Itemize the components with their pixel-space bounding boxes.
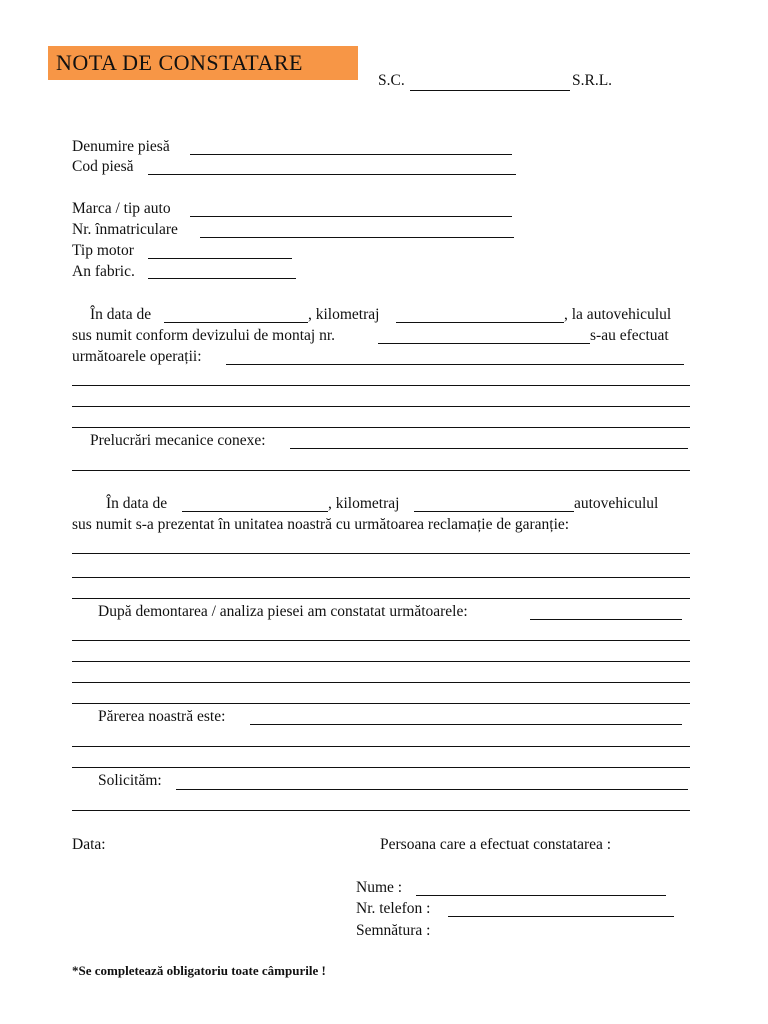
brand-label: Marca / tip auto: [72, 200, 171, 217]
mech-field-2[interactable]: [72, 470, 690, 471]
ops-line3-prefix: următoarele operații:: [72, 348, 202, 365]
engine-field[interactable]: [148, 258, 292, 259]
opinion-label: Părerea noastră este:: [98, 708, 226, 725]
company-suffix: S.R.L.: [572, 72, 613, 89]
brand-field[interactable]: [190, 216, 512, 217]
ops-field-3[interactable]: [72, 406, 690, 407]
opinion-field-2[interactable]: [72, 746, 690, 747]
ops-line2-suffix: s-au efectuat: [590, 327, 669, 344]
warranty-field-1[interactable]: [72, 553, 690, 554]
analysis-label: După demontarea / analiza piesei am constatat următoarele:: [98, 603, 468, 620]
company-name-field[interactable]: [410, 90, 570, 91]
mech-field-1[interactable]: [290, 448, 688, 449]
registration-label: Nr. înmatriculare: [72, 221, 178, 238]
mech-label: Prelucrări mecanice conexe:: [90, 432, 266, 449]
registration-field[interactable]: [200, 237, 514, 238]
date-label: Data:: [72, 836, 106, 853]
ops-line2-prefix: sus numit conform devizului de montaj nr.: [72, 327, 336, 344]
request-label: Solicităm:: [98, 772, 162, 789]
year-field[interactable]: [148, 278, 296, 279]
phone-label: Nr. telefon :: [356, 900, 431, 917]
warranty-km-label: , kilometraj: [328, 495, 400, 512]
document-title: NOTA DE CONSTATARE: [56, 50, 303, 75]
sign-label: Semnătura :: [356, 922, 431, 939]
analysis-field-5[interactable]: [72, 703, 690, 704]
name-label: Nume :: [356, 879, 403, 896]
name-field[interactable]: [416, 895, 666, 896]
ops-date-field[interactable]: [164, 322, 308, 323]
warranty-vehicle-label: autovehiculul: [574, 495, 659, 512]
ops-km-field[interactable]: [396, 322, 564, 323]
ops-date-prefix: În data de: [90, 306, 152, 323]
piece-code-label: Cod piesă: [72, 158, 134, 175]
piece-name-field[interactable]: [190, 154, 512, 155]
warranty-km-field[interactable]: [414, 511, 574, 512]
piece-name-label: Denumire piesă: [72, 138, 170, 155]
analysis-field-2[interactable]: [72, 640, 690, 641]
person-label: Persoana care a efectuat constatarea :: [380, 836, 612, 853]
phone-field[interactable]: [448, 916, 674, 917]
analysis-field-4[interactable]: [72, 682, 690, 683]
year-label: An fabric.: [72, 263, 135, 280]
ops-quote-field[interactable]: [378, 343, 590, 344]
warranty-date-field[interactable]: [182, 511, 328, 512]
piece-code-field[interactable]: [148, 174, 516, 175]
warranty-field-3[interactable]: [72, 598, 690, 599]
opinion-field-3[interactable]: [72, 767, 690, 768]
request-field-1[interactable]: [176, 789, 688, 790]
request-field-2[interactable]: [72, 810, 690, 811]
opinion-field-1[interactable]: [250, 724, 682, 725]
company-prefix: S.C.: [378, 72, 405, 89]
ops-field-4[interactable]: [72, 427, 690, 428]
warranty-date-prefix: În data de: [106, 495, 168, 512]
ops-km-label: , kilometraj: [308, 306, 380, 323]
analysis-field-1[interactable]: [530, 619, 682, 620]
ops-field-2[interactable]: [72, 385, 690, 386]
ops-vehicle-label: , la autovehiculul: [564, 306, 672, 323]
engine-label: Tip motor: [72, 242, 134, 259]
footnote: *Se completează obligatoriu toate câmpurile !: [72, 963, 326, 978]
warranty-line2: sus numit s-a prezentat în unitatea noastră cu următoarea reclamație de garanție:: [72, 516, 570, 533]
ops-field-1[interactable]: [226, 364, 684, 365]
warranty-field-2[interactable]: [72, 577, 690, 578]
analysis-field-3[interactable]: [72, 661, 690, 662]
